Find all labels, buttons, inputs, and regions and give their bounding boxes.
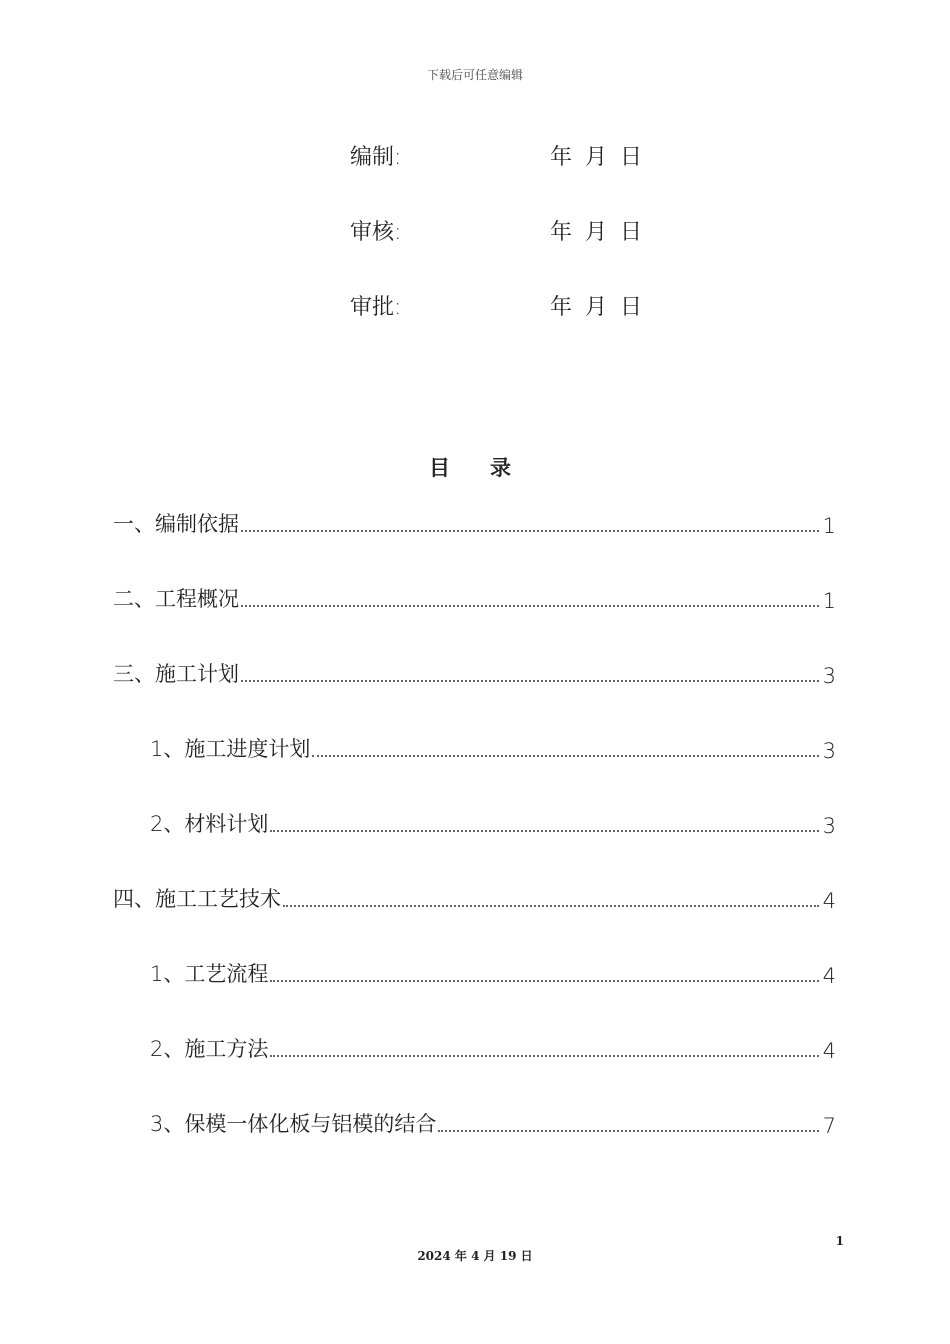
toc-leader-dots: [241, 680, 819, 682]
toc-leader-dots: [312, 755, 818, 757]
signature-row-compile: [350, 140, 670, 170]
toc-entry[interactable]: [113, 660, 836, 688]
toc-leader-dots: [283, 905, 819, 907]
toc-entry-page: 4: [822, 1039, 836, 1063]
signature-row-review: [350, 215, 670, 245]
toc-entry-text: 1、施工进度计划: [150, 737, 311, 761]
toc-entry-page: 4: [822, 889, 836, 913]
toc-entry[interactable]: [150, 1035, 836, 1063]
toc-leader-dots: [241, 530, 819, 532]
toc-entry-text: 1、工艺流程: [150, 962, 269, 986]
page-number: 1: [835, 1234, 844, 1248]
toc-leader-dots: [270, 830, 818, 832]
toc-entry[interactable]: [150, 810, 836, 838]
toc-entry-page: 1: [822, 514, 836, 538]
toc-entry-page: 3: [822, 664, 836, 688]
toc-entry[interactable]: [150, 960, 836, 988]
toc-entry-text: 一、编制依据: [113, 512, 239, 536]
toc-entry[interactable]: [150, 1110, 836, 1138]
toc-entry-page: 1: [822, 589, 836, 613]
signature-date: 年 月 日: [550, 145, 642, 170]
signature-label: 审批:: [350, 295, 402, 320]
toc-entry-text: 三、施工计划: [113, 662, 239, 686]
toc-entry-page: 7: [822, 1114, 836, 1138]
signature-row-approve: [350, 290, 670, 320]
toc-entry-text: 二、工程概况: [113, 587, 239, 611]
signature-date: 年 月 日: [550, 220, 642, 245]
signature-label: 编制:: [350, 145, 402, 170]
toc-entry-page: 3: [822, 814, 836, 838]
toc-entry-page: 4: [822, 964, 836, 988]
footer-date: 2024 年 4 月 19 日: [417, 1249, 533, 1263]
signature-date: 年 月 日: [550, 295, 642, 320]
header-note: 下载后可任意编辑: [426, 68, 523, 82]
toc-leader-dots: [270, 1055, 818, 1057]
toc-entry[interactable]: [150, 735, 836, 763]
toc-entry-text: 2、施工方法: [150, 1037, 269, 1061]
toc-entry[interactable]: [113, 885, 836, 913]
toc-entry-page: 3: [822, 739, 836, 763]
toc-title: 目录: [429, 456, 551, 480]
toc-entry[interactable]: [113, 510, 836, 538]
toc-entry-text: 四、施工工艺技术: [113, 887, 281, 911]
toc-entry-text: 2、材料计划: [150, 812, 269, 836]
toc-leader-dots: [270, 980, 818, 982]
toc-entry[interactable]: [113, 585, 836, 613]
toc-leader-dots: [438, 1130, 818, 1132]
signature-label: 审核:: [350, 220, 402, 245]
toc-entry-text: 3、保模一体化板与铝模的结合: [150, 1112, 437, 1136]
toc-leader-dots: [241, 605, 819, 607]
